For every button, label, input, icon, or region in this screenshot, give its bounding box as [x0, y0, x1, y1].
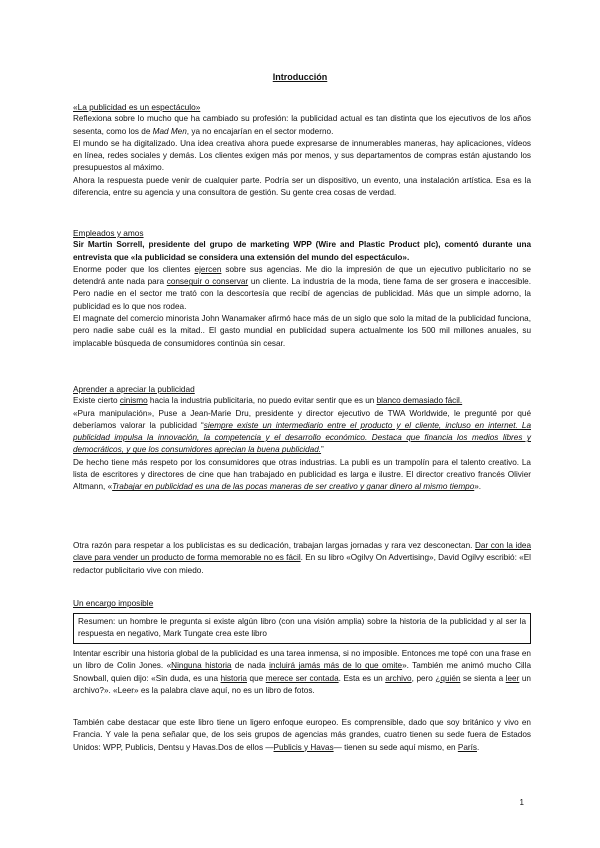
italic-text: Mad Men — [152, 126, 187, 136]
underlined-text: ¿quién — [435, 673, 461, 683]
page-title: Introducción — [272, 72, 328, 82]
text: de nada — [231, 661, 270, 671]
underlined-text: Publicis y Havas — [273, 742, 334, 752]
paragraph: El magnate del comercio minorista John Wanamaker afirmó hace más de un siglo que solo la mitad de la publicidad funciona, pero nadie sabe cuál es la mitad.. El gasto mundial en publicidad supera actualmente los 500 mil millones anuales, su implacable búsqueda de consumidores continúa sin cesar. — [73, 314, 531, 348]
underlined-text: Dar con la idea clave para vender un producto de forma memorable no es fácil — [73, 541, 531, 563]
section-heading: «La publicidad es un espectáculo» — [73, 102, 201, 112]
text: un archivo?». «Leer» es la palabra clave aquí, no es un libro de fotos. — [73, 673, 531, 695]
text: , pero — [411, 673, 436, 683]
paragraph — [73, 717, 531, 754]
underlined-text: leer — [505, 673, 520, 683]
quote-text: Trabajar en publicidad es una de las pocas maneras de ser creativo y ganar dinero al mismo tiempo — [112, 482, 475, 492]
underlined-text: París — [457, 742, 477, 752]
text: Existe cierto — [73, 396, 120, 406]
section-heading: Un encargo imposible — [73, 598, 154, 608]
paragraph — [73, 540, 531, 577]
text: . — [476, 742, 480, 752]
underlined-text: ejercen — [194, 264, 222, 274]
paragraph — [73, 264, 531, 313]
text: sobre sus agencias. Me dio la impresión de que un ejecutivo publicitario no se detendrá ante nada para — [73, 264, 531, 287]
paragraph — [73, 457, 531, 494]
text: ” — [321, 445, 324, 455]
section-heading: Aprender a apreciar la publicidad — [73, 384, 195, 394]
text: Otra razón para respetar a los publicistas es su dedicación, trabajan largas jornadas y rara vez desconectan. — [73, 541, 476, 550]
section-heading: Empleados y amos — [73, 228, 144, 238]
paragraph: Sir Martin Sorrell, presidente del grupo de marketing WPP (Wire and Plastic Product plc), comentó durante una entrevista que «la publicidad se considera una extensión del mundo del espectáculo». — [73, 240, 531, 262]
paragraph — [73, 648, 531, 697]
text: . Esta es un — [338, 673, 386, 683]
page-number: 1 — [519, 798, 524, 807]
underlined-text: Ninguna historia — [171, 661, 232, 671]
section-encargo-body — [73, 648, 531, 697]
paragraph — [73, 395, 531, 407]
text: De hecho tiene más respeto por los consumidores que otras industrias. La publi es un trampolín para el talento creativo. La lista de escritores y directores de cine que han trabajado en publicidad es larga e ilustre. El director creativo francés Olivier Altmann, « — [73, 457, 531, 492]
text: Reflexiona sobre lo mucho que ha cambiado su profesión: la publicidad actual es tan distinta que los ejecutivos de los años sesenta, como los de — [73, 114, 531, 136]
underlined-text: archivo — [385, 673, 412, 683]
underlined-text: merece ser contada — [265, 673, 339, 683]
paragraph: Ahora la respuesta puede venir de cualquier parte. Podría ser un dispositivo, un evento, una instalación artística. Esa es la diferencia, entre su agencia y una consultora de gestión. Su gente crea cosas de verdad. — [73, 175, 531, 198]
text: hacia la industria publicitaria, no puedo evitar sentir que es un — [147, 396, 377, 406]
text: También cabe destacar que este libro tiene un ligero enfoque europeo. Es comprensible, dado que soy británico y vivo en Francia. Y vale la pena señalar que, de los seis grupos de agencias más grandes, cuatro tienen su sede fuera de Estados Unidos: WPP, Publicis, Dentsu y Havas.Dos de ellos — — [73, 718, 531, 752]
text: ». — [474, 482, 482, 492]
text: — tienen su sede aquí mismo, en — [333, 742, 458, 752]
text: Intentar escribir una historia global de la publicidad es una tarea inmensa, si no imposible. Entonces me topé con una frase en un libro de Colin Jones. « — [73, 649, 531, 671]
text: . En su libro «Ogilvy On Advertising», David Ogilvy escribió: «El redactor publicitario vive con miedo. — [73, 553, 531, 575]
section-apreciar — [73, 383, 531, 494]
underlined-text: blanco demasiado fácil. — [376, 396, 463, 406]
quote-text: siempre existe un intermediario entre el producto y el cliente, incluso en internet. La publicidad impulsa la innovación, la competencia y el desarrollo económico. Destaca que financia los medios libres y democráticos, y que los consumidores aprecian la buena publicidad. — [73, 420, 531, 455]
underlined-text: conseguir o conservar — [166, 277, 249, 287]
text: un cliente. La industria de la moda, tiene fama de ser grosera e inaccesible. Pero nadie en el sector me trató con la descortesía que recibí de agencias de publicidad. Más que un simple adorno, la publicidad es lo que nos rodea. — [73, 277, 531, 311]
underlined-text: incluirá jamás más de lo que omite — [269, 661, 403, 671]
text: se sienta a — [460, 673, 506, 683]
summary-box: Resumen: un hombre le pregunta si existe algún libro (con una visión amplia) sobre la historia de la publicidad y al ser la respuesta en negativo, Mark Tungate crea este libro — [73, 613, 531, 644]
section-apreciar-cont — [73, 540, 531, 577]
text: , ya no encajarían en el sector moderno. — [186, 126, 334, 136]
paragraph — [73, 408, 531, 457]
text: «Pura manipulación», Puse a Jean-Marie Dru, presidente y director ejecutivo de TWA Worldwide, le pregunté por qué deberíamos valorar la publicidad “ — [73, 408, 531, 430]
text: que — [246, 673, 266, 683]
section-empleados — [73, 227, 531, 350]
underlined-text: cinismo — [119, 396, 148, 406]
section-espectaculo — [73, 101, 531, 199]
text: ». También me animó mucho Cilla Snowball, quien dijo: «Sin duda, es una — [73, 661, 531, 683]
text: Enorme poder que los clientes — [73, 264, 195, 274]
paragraph: El mundo se ha digitalizado. Una idea creativa ahora puede expresarse de innumerables maneras, hay aplicaciones, vídeos en línea, redes sociales y demás. Los clientes exigen más por menos, y sus departamentos de compras están ajustando los presupuestos al máximo. — [73, 138, 531, 173]
section-encargo-final — [73, 717, 531, 754]
section-encargo — [73, 597, 531, 609]
underlined-text: historia — [220, 673, 247, 683]
paragraph — [73, 113, 531, 138]
